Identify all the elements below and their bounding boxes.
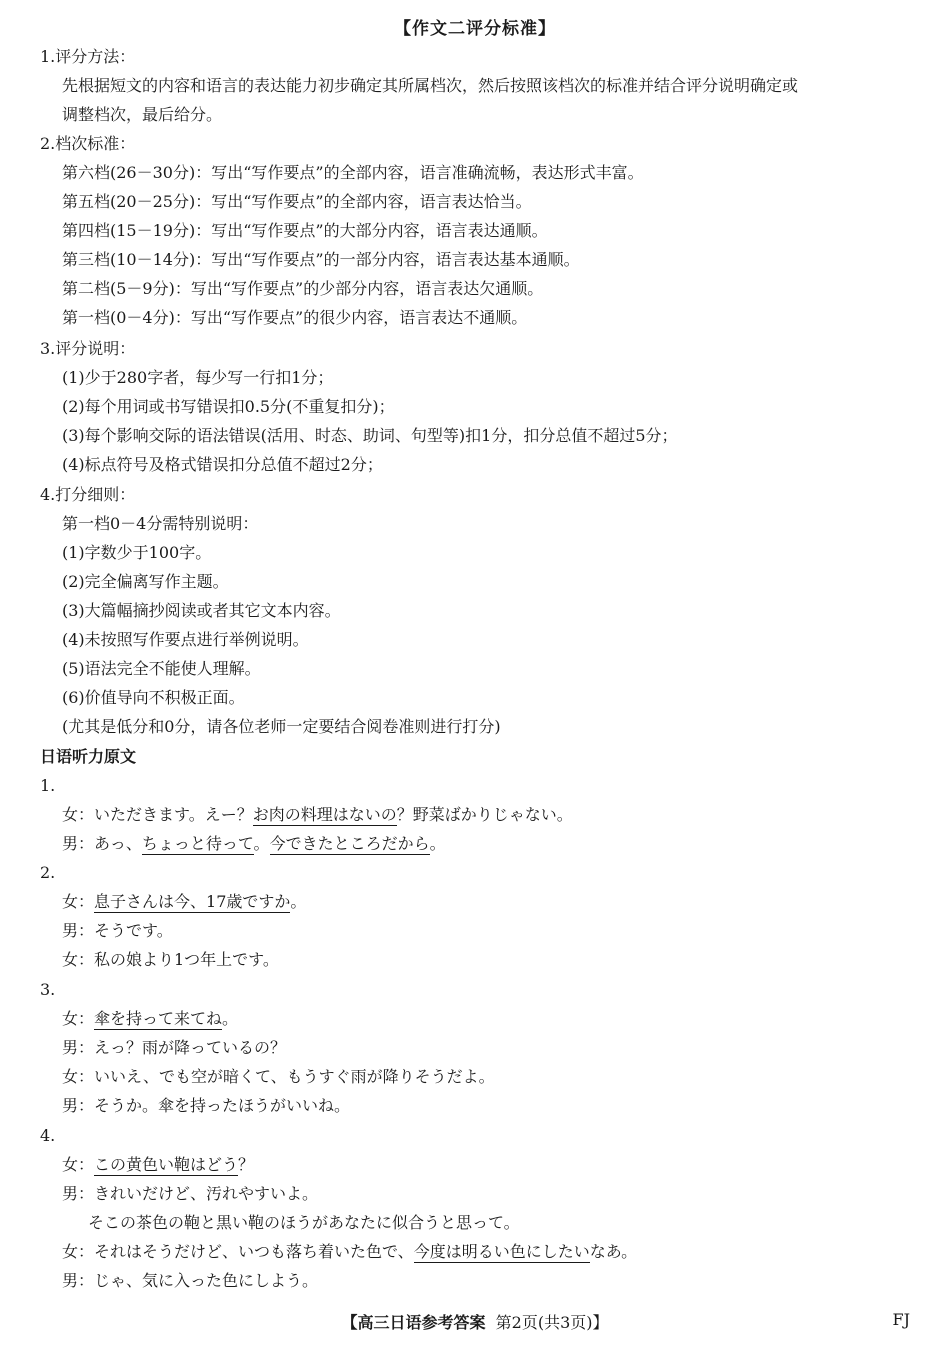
underlined-phrase: 今できたところだから	[269, 834, 430, 853]
speaker-label: 男：	[62, 834, 95, 853]
speaker-label: 女：	[62, 1009, 95, 1028]
dialogue-line: 女：いいえ、でも空が暗くて、もうすぐ雨が降りそうだよ。	[62, 1067, 495, 1086]
details-intro: 第一档0－4分需特别说明：	[62, 514, 259, 533]
question-number: 4.	[40, 1126, 56, 1145]
level-item: 第三档(10－14分)：写出“写作要点”的一部分内容，语言表达基本通顺。	[62, 250, 580, 269]
question-number: 3.	[40, 980, 56, 999]
footer-region-code: FJ	[892, 1310, 910, 1329]
underlined-phrase: お肉の料理はないの	[252, 805, 397, 824]
note-item: (3)每个影响交际的语法错误(活用、时态、助词、句型等)扣1分，扣分总值不超过5分；	[62, 426, 678, 445]
detail-item: (5)语法完全不能使人理解。	[62, 659, 261, 678]
dialogue-line: 男：えっ？雨が降っているの？	[62, 1038, 287, 1057]
note-item: (4)标点符号及格式错误扣分总值不超过2分；	[62, 455, 383, 474]
underlined-phrase: ちょっと待って	[141, 834, 254, 853]
level-item: 第六档(26－30分)：写出“写作要点”的全部内容，语言准确流畅，表达形式丰富。	[62, 163, 644, 182]
level-item: 第五档(20－25分)：写出“写作要点”的全部内容，语言表达恰当。	[62, 192, 532, 211]
detail-item: (3)大篇幅摘抄阅读或者其它文本内容。	[62, 601, 341, 620]
detail-item: (1)字数少于100字。	[62, 543, 212, 562]
question-number: 1.	[40, 776, 56, 795]
dialogue-line: 女：この黄色い鞄はどう？	[62, 1155, 255, 1174]
method-text-line-1: 先根据短文的内容和语言的表达能力初步确定其所属档次，然后按照该档次的标准并结合评分说明确定或	[62, 76, 799, 95]
speaker-label: 女：	[62, 805, 95, 824]
dialogue-line: 女：傘を持って来てね。	[62, 1009, 239, 1028]
dialogue-line: 女：息子さんは今、17歳ですか。	[62, 892, 307, 911]
page-title: 【作文二评分标准】	[394, 19, 556, 39]
dialogue-line: 男：そうです。	[62, 921, 173, 940]
dialogue-line: 女：それはそうだけど、いつも落ち着いた色で、今度は明るい色にしたいなあ。	[62, 1242, 638, 1261]
underlined-phrase: 今度は明るい色にしたい	[413, 1242, 590, 1261]
detail-item: (6)价值导向不积极正面。	[62, 688, 245, 707]
note-item: (1)少于280字者，每少写一行扣1分；	[62, 368, 334, 387]
method-heading: 1.评分方法：	[40, 47, 136, 66]
dialogue-line: 女：私の娘より1つ年上です。	[62, 950, 279, 969]
listening-heading: 日语听力原文	[40, 747, 137, 766]
speaker-label: 女：	[62, 1155, 95, 1174]
levels-heading: 2.档次标准：	[40, 134, 136, 153]
underlined-phrase: この黄色い鞄はどう	[94, 1155, 239, 1174]
note-item: (2)每个用词或书写错误扣0.5分(不重复扣分)；	[62, 397, 395, 416]
notes-heading: 3.评分说明：	[40, 339, 136, 358]
dialogue-line: そこの茶色の鞄と黒い鞄のほうがあなたに似合うと思って。	[88, 1213, 520, 1232]
level-item: 第二档(5－9分)：写出“写作要点”的少部分内容，语言表达欠通顺。	[62, 279, 544, 298]
speaker-label: 女：	[62, 892, 95, 911]
details-heading: 4.打分细则：	[40, 485, 136, 504]
level-item: 第一档(0－4分)：写出“写作要点”的很少内容，语言表达不通顺。	[62, 308, 528, 327]
detail-item: (4)未按照写作要点进行举例说明。	[62, 630, 309, 649]
page-footer	[0, 1310, 950, 1333]
question-number: 2.	[40, 863, 56, 882]
underlined-phrase: 傘を持って来てね	[94, 1009, 223, 1028]
dialogue-line: 女：いただきます。えー？お肉の料理はないの？野菜ばかりじゃない。	[62, 805, 573, 824]
level-item: 第四档(15－19分)：写出“写作要点”的大部分内容，语言表达通顺。	[62, 221, 548, 240]
dialogue-line: 男：じゃ、気に入った色にしよう。	[62, 1271, 319, 1290]
footer-page-number: 第2页(共3页)】	[495, 1313, 609, 1332]
detail-item: (2)完全偏离写作主题。	[62, 572, 229, 591]
underlined-phrase: 息子さんは今、17歳ですか	[94, 892, 291, 911]
footer-title: 【高三日语参考答案	[341, 1313, 486, 1332]
method-text-line-2: 调整档次，最后给分。	[62, 105, 223, 124]
dialogue-line: 男：あっ、ちょっと待って。今できたところだから。	[62, 834, 446, 853]
dialogue-line: 男：きれいだけど、汚れやすいよ。	[62, 1184, 319, 1203]
dialogue-line: 男：そうか。傘を持ったほうがいいね。	[62, 1096, 351, 1115]
detail-note: (尤其是低分和0分，请各位老师一定要结合阅卷准则进行打分)	[62, 717, 501, 736]
